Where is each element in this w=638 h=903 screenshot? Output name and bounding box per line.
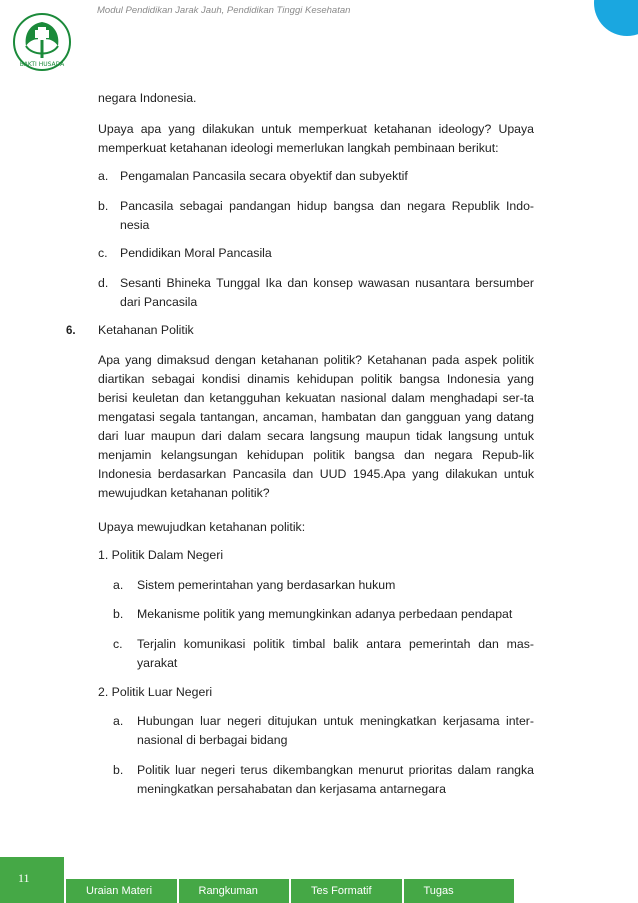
- tab-tugas[interactable]: Tugas: [404, 879, 515, 903]
- paragraph: Apa yang dimaksud dengan ketahanan politik? Ketahanan pada aspek politik diartikan sebagai kondisi dinamis kehidupan politik bangsa Indonesia yang berisi keuletan dan ketangguhan kekuatan nasional dalam menghadapi ser-ta mengatasi segala tantangan, ancaman, hambatan dan gangguan yang datang dari luar maupun dari dalam secara langsung maupun tidak langsung untuk menjamin kelangsungan kehidupan politik bangsa dan negara Repub-lik Indonesia berdasarkan Pancasila dan UUD 1945.Apa yang dilakukan untuk mewujudkan ketahanan politik?: [98, 353, 534, 500]
- svg-text:BAKTI HUSADA: BAKTI HUSADA: [19, 61, 65, 68]
- paragraph: Upaya apa yang dilakukan untuk memperkuat ketahanan ideology? Upaya memperkuat ketahanan ideologi memerlukan langkah pembinaan berikut:: [98, 122, 534, 155]
- subheading: 2. Politik Luar Negeri: [98, 685, 213, 699]
- tab-rangkuman[interactable]: Rangkuman: [179, 879, 292, 903]
- list-item: a. Hubungan luar negeri ditujukan untuk meningkatkan kerjasama inter-nasional di berbagai bidang: [113, 714, 534, 747]
- section-number: 6.: [66, 325, 76, 337]
- page-number-block: [0, 857, 64, 903]
- running-header: Modul Pendidikan Jarak Jauh, Pendidikan Tinggi Kesehatan: [97, 5, 351, 16]
- list-item: d. Sesanti Bhineka Tunggal Ika dan konsep wawasan nusantara bersumber dari Pancasila: [98, 276, 534, 309]
- subheading: 1. Politik Dalam Negeri: [98, 548, 224, 562]
- list-item: a. Pengamalan Pancasila secara obyektif dan subyektif: [98, 169, 408, 183]
- page-number: 11: [18, 871, 30, 885]
- bakti-husada-logo: [12, 12, 72, 72]
- list-item: c. Pendidikan Moral Pancasila: [98, 246, 272, 260]
- tab-tes-formatif[interactable]: Tes Formatif: [291, 879, 404, 903]
- corner-decoration: [594, 0, 638, 36]
- paragraph: negara Indonesia.: [98, 91, 197, 105]
- tab-uraian-materi[interactable]: Uraian Materi: [66, 879, 179, 903]
- list-item: a. Sistem pemerintahan yang berdasarkan hukum: [113, 578, 396, 592]
- list-item: b. Mekanisme politik yang memungkinkan adanya perbedaan pendapat: [113, 607, 513, 621]
- footer-nav: [66, 879, 514, 903]
- list-item: b. Politik luar negeri terus dikembangkan menurut prioritas dalam rangka meningkatkan persahabatan dan kerjasama antarnegara: [113, 763, 534, 796]
- list-item: b. Pancasila sebagai pandangan hidup bangsa dan negara Republik Indo-nesia: [98, 199, 534, 232]
- paragraph: Upaya mewujudkan ketahanan politik:: [98, 520, 306, 534]
- list-item: c. Terjalin komunikasi politik timbal balik antara pemerintah dan mas-yarakat: [113, 637, 534, 670]
- section-title: Ketahanan Politik: [98, 323, 194, 337]
